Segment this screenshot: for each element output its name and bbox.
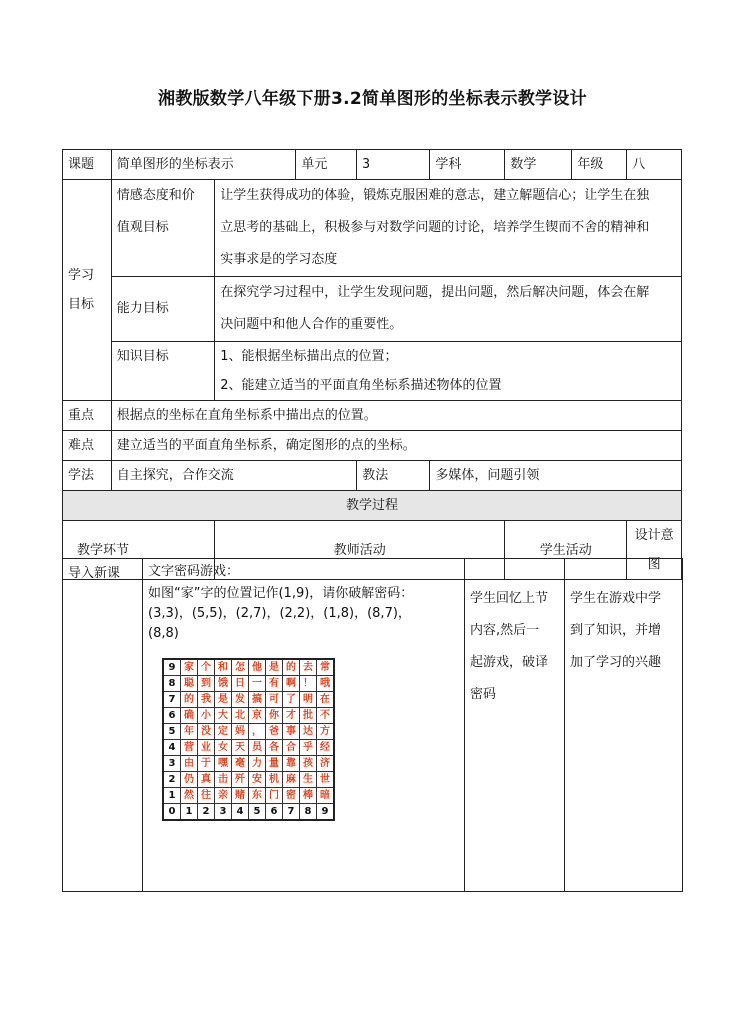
learn-method-label: 学法 <box>63 461 112 491</box>
cipher-grid-wrap <box>162 658 459 821</box>
subject-value: 数学 <box>505 150 572 180</box>
grid-cell: 才 <box>283 708 300 724</box>
grid-cell: 明 <box>300 692 317 708</box>
grid-cell: 不 <box>317 708 335 724</box>
teach-method-label: 教法 <box>357 461 430 491</box>
intent-line1: 学生在游戏中学 <box>570 591 662 606</box>
student-line4: 密码 <box>470 687 497 702</box>
design-intent-cell <box>565 559 683 892</box>
grid-cell: 饿 <box>215 676 232 692</box>
col-teacher-header: 教师活动 <box>215 521 505 580</box>
grid-cell: 暗 <box>317 788 335 804</box>
col-stage-label: 教学环节 <box>76 542 129 558</box>
lesson-value: 简单图形的坐标表示 <box>111 150 296 180</box>
grid-cell: 孩 <box>300 756 317 772</box>
objective-ability-row <box>63 277 682 342</box>
grid-x-axis-row <box>163 804 334 821</box>
grid-cell: 聪 <box>181 676 198 692</box>
grid-cell: 量 <box>266 756 283 772</box>
grid-cell: 他 <box>249 659 266 676</box>
process-section-title: 教学过程 <box>63 491 682 521</box>
grade-value: 八 <box>627 150 682 180</box>
grid-cell: 乎 <box>300 740 317 756</box>
grid-cell: 常 <box>317 659 335 676</box>
objective-emotion-row <box>63 180 682 277</box>
grid-cell: ！ <box>300 676 317 692</box>
grid-y-label: 8 <box>163 676 181 692</box>
grid-x-label: 3 <box>215 804 232 821</box>
grid-cell: 一 <box>249 676 266 692</box>
objectives-label <box>63 180 112 401</box>
grid-cell: 个 <box>198 659 215 676</box>
ability-text <box>215 277 682 342</box>
difficulty-label: 难点 <box>63 431 112 461</box>
intent-line3: 加了学习的兴趣 <box>570 655 662 670</box>
grid-cell: 经 <box>317 740 335 756</box>
grid-cell: 靠 <box>283 756 300 772</box>
grid-y-label: 6 <box>163 708 181 724</box>
grid-cell: 真 <box>198 772 215 788</box>
header-row <box>63 150 682 180</box>
objective-knowledge-row <box>63 342 682 401</box>
grade-label: 年级 <box>572 150 627 180</box>
grid-row <box>163 772 334 788</box>
grid-cell: 合 <box>283 740 300 756</box>
grid-cell: 年 <box>181 724 198 740</box>
emotion-text-line2: 立思考的基础上，积极参与对数学问题的讨论，培养学生锲而不舍的精神和 <box>220 220 650 235</box>
grid-cell: 和 <box>215 659 232 676</box>
ability-label: 能力目标 <box>111 277 215 342</box>
student-line2: 内容,然后一 <box>470 623 540 638</box>
grid-x-label: 8 <box>300 804 317 821</box>
grid-cell: 你 <box>266 708 283 724</box>
grid-cell: 爸 <box>266 724 283 740</box>
grid-y-label: 2 <box>163 772 181 788</box>
process-title-row <box>63 491 682 521</box>
grid-row <box>163 692 334 708</box>
grid-x-label: 1 <box>181 804 198 821</box>
grid-cell: 哦 <box>317 676 335 692</box>
grid-cell: 门 <box>266 788 283 804</box>
grid-cell: 怎 <box>232 659 249 676</box>
grid-cell: 在 <box>317 692 335 708</box>
grid-cell: 往 <box>198 788 215 804</box>
emotion-label-line1: 情感态度和价 <box>116 188 195 203</box>
grid-cell: 然 <box>181 788 198 804</box>
emotion-text <box>215 180 682 277</box>
student-line3: 起游戏，破译 <box>470 655 549 670</box>
difficulty-text: 建立适当的平面直角坐标系，确定图形的点的坐标。 <box>111 431 681 461</box>
grid-cell: 了 <box>283 692 300 708</box>
col-student-header: 学生活动 <box>505 521 627 580</box>
grid-cell: 达 <box>300 724 317 740</box>
grid-cell: 嘿 <box>215 756 232 772</box>
grid-cell: 是 <box>266 659 283 676</box>
grid-cell: 济 <box>317 756 335 772</box>
grid-row <box>163 740 334 756</box>
difficulty-row <box>63 431 682 461</box>
grid-cell: 是 <box>215 692 232 708</box>
lesson-plan-table <box>62 149 682 580</box>
teacher-line4: (8,8) <box>148 626 179 641</box>
lesson-label: 课题 <box>63 150 112 180</box>
grid-cell: 妈 <box>232 724 249 740</box>
grid-cell: 事 <box>283 724 300 740</box>
emotion-label <box>111 180 215 277</box>
process-row-intro <box>63 559 683 892</box>
grid-cell: 大 <box>215 708 232 724</box>
grid-cell: 有 <box>266 676 283 692</box>
grid-cell: 没 <box>198 724 215 740</box>
grid-cell: 啊 <box>283 676 300 692</box>
grid-cell: 东 <box>249 788 266 804</box>
student-line1: 学生回忆上节 <box>470 591 549 606</box>
grid-row <box>163 676 334 692</box>
grid-y-label: 1 <box>163 788 181 804</box>
ability-text-line2: 决问题中和他人合作的重要性。 <box>220 317 403 332</box>
knowledge-label: 知识目标 <box>111 342 215 401</box>
grid-cell: 亲 <box>215 788 232 804</box>
grid-cell: 确 <box>181 708 198 724</box>
grid-cell: 力 <box>249 756 266 772</box>
grid-cell: 密 <box>283 788 300 804</box>
grid-x-label: 7 <box>283 804 300 821</box>
process-body-table <box>62 558 683 892</box>
teacher-line3: (3,3)，(5,5)，(2,7)，(2,2)，(1,8)，(8,7)， <box>148 606 411 621</box>
grid-cell: 的 <box>181 692 198 708</box>
knowledge-text-line2: 2、能建立适当的平面直角坐标系描述物体的位置 <box>220 378 502 393</box>
grid-y-label: 3 <box>163 756 181 772</box>
key-point-label: 重点 <box>63 401 112 431</box>
grid-cell: 业 <box>198 740 215 756</box>
grid-cell: 由 <box>181 756 198 772</box>
grid-cell: 女 <box>215 740 232 756</box>
grid-cell: 京 <box>249 708 266 724</box>
emotion-label-line2: 值观目标 <box>116 220 169 235</box>
grid-cell: 麻 <box>283 772 300 788</box>
grid-cell: 击 <box>215 772 232 788</box>
grid-cell: ， <box>249 724 266 740</box>
grid-cell: 营 <box>181 740 198 756</box>
grid-row <box>163 756 334 772</box>
grid-x-label: 4 <box>232 804 249 821</box>
grid-cell: 世 <box>317 772 335 788</box>
grid-x-label: 6 <box>266 804 283 821</box>
grid-cell: 北 <box>232 708 249 724</box>
grid-row <box>163 724 334 740</box>
grid-x-label: 0 <box>163 804 181 821</box>
cipher-grid <box>162 658 335 821</box>
grid-cell: 日 <box>232 676 249 692</box>
grid-cell: 家 <box>181 659 198 676</box>
grid-cell: 的 <box>283 659 300 676</box>
grid-y-label: 4 <box>163 740 181 756</box>
grid-y-label: 7 <box>163 692 181 708</box>
grid-cell: 毫 <box>232 756 249 772</box>
unit-label: 单元 <box>296 150 357 180</box>
ability-text-line1: 在探究学习过程中，让学生发现问题，提出问题，然后解决问题，体会在解 <box>220 285 650 300</box>
grid-cell: 方 <box>317 724 335 740</box>
learn-method-value: 自主探究，合作交流 <box>111 461 357 491</box>
grid-row <box>163 708 334 724</box>
objectives-label-line2: 目标 <box>68 297 95 312</box>
grid-cell: 安 <box>249 772 266 788</box>
unit-value: 3 <box>357 150 430 180</box>
grid-cell: 小 <box>198 708 215 724</box>
grid-y-label: 9 <box>163 659 181 676</box>
key-point-row <box>63 401 682 431</box>
teach-method-value: 多媒体，问题引领 <box>430 461 682 491</box>
method-row <box>63 461 682 491</box>
page-title: 湘教版数学八年级下册3.2简单图形的坐标表示教学设计 <box>158 89 587 109</box>
grid-cell: 到 <box>198 676 215 692</box>
intent-line2: 到了知识，并增 <box>570 623 662 638</box>
teacher-activity-cell <box>143 559 465 892</box>
objectives-label-line1: 学习 <box>68 268 95 283</box>
grid-x-label: 5 <box>249 804 266 821</box>
grid-cell: 我 <box>198 692 215 708</box>
grid-row <box>163 659 334 676</box>
emotion-text-line3: 实事求是的学习态度 <box>220 252 338 267</box>
grid-y-label: 5 <box>163 724 181 740</box>
grid-cell: 棒 <box>300 788 317 804</box>
stage-cell: 导入新课 <box>63 559 143 892</box>
grid-x-label: 9 <box>317 804 335 821</box>
grid-cell: 各 <box>266 740 283 756</box>
subject-label: 学科 <box>430 150 505 180</box>
grid-cell: 可 <box>266 692 283 708</box>
grid-cell: 去 <box>300 659 317 676</box>
grid-x-label: 2 <box>198 804 215 821</box>
teacher-line2: 如图“家”字的位置记作(1,9)，请你破解密码： <box>148 586 414 601</box>
grid-cell: 仍 <box>181 772 198 788</box>
knowledge-text <box>215 342 682 401</box>
teacher-line1: 文字密码游戏： <box>148 564 240 579</box>
student-activity-cell <box>465 559 565 892</box>
knowledge-text-line1: 1、能根据坐标描出点的位置； <box>220 349 398 364</box>
grid-cell: 批 <box>300 708 317 724</box>
grid-row <box>163 788 334 804</box>
grid-cell: 定 <box>215 724 232 740</box>
grid-cell: 歼 <box>232 772 249 788</box>
grid-cell: 生 <box>300 772 317 788</box>
grid-cell: 员 <box>249 740 266 756</box>
grid-cell: 天 <box>232 740 249 756</box>
grid-cell: 于 <box>198 756 215 772</box>
emotion-text-line1: 让学生获得成功的体验，锻炼克服困难的意志，建立解题信心；让学生在独 <box>220 188 650 203</box>
grid-cell: 搞 <box>249 692 266 708</box>
grid-cell: 机 <box>266 772 283 788</box>
key-point-text: 根据点的坐标在直角坐标系中描出点的位置。 <box>111 401 681 431</box>
col-intent-header: 设计意图 <box>627 521 682 580</box>
grid-cell: 赌 <box>232 788 249 804</box>
grid-cell: 发 <box>232 692 249 708</box>
